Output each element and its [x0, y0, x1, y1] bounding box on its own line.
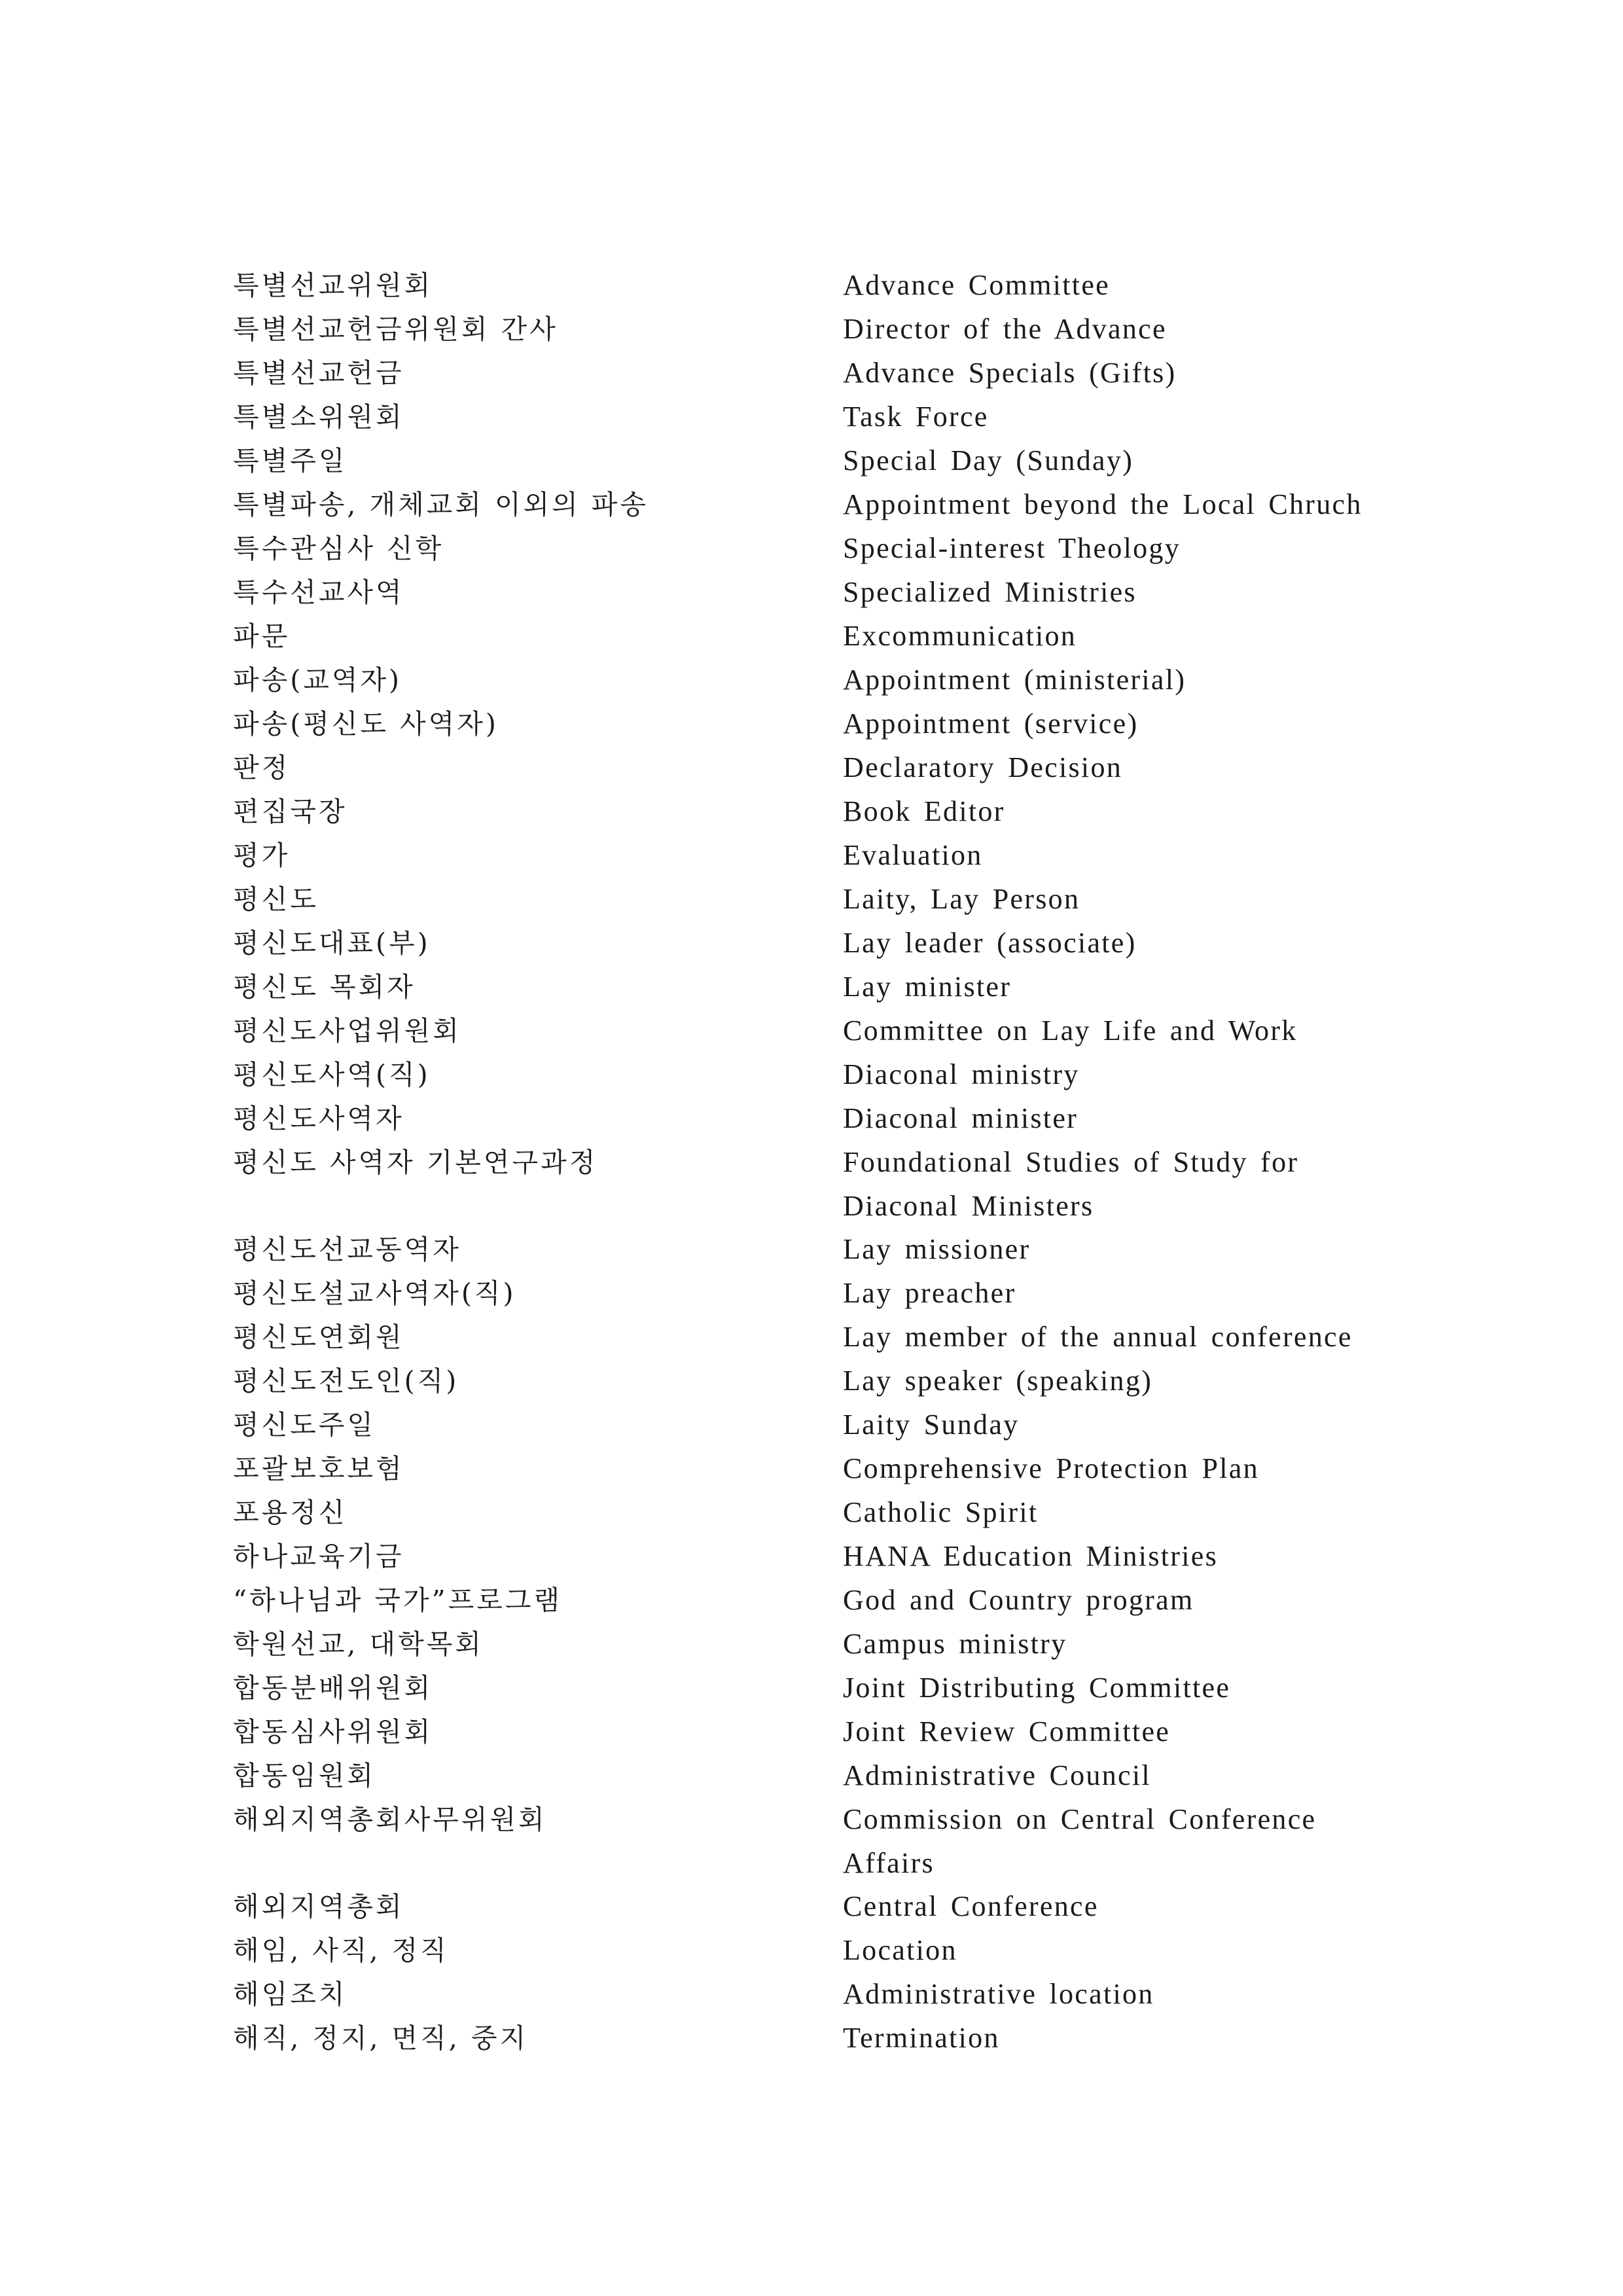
glossary-entry — [233, 834, 1411, 878]
glossary-entry — [233, 1491, 1411, 1535]
glossary-entry — [233, 439, 1411, 483]
korean-term: 특별선교헌금 — [233, 357, 404, 389]
english-term: God and Country program — [843, 1584, 1194, 1616]
korean-term: 하나교육기금 — [233, 1541, 404, 1572]
korean-term: 파송(평신도 사역자) — [233, 708, 499, 740]
glossary-entry — [233, 1009, 1411, 1053]
korean-term: 평신도설교사역자(직) — [233, 1278, 516, 1309]
english-term: Laity Sunday — [843, 1408, 1020, 1441]
glossary-entry — [233, 395, 1411, 439]
english-term: Commission on Central Conference Affairs — [843, 1803, 1317, 1879]
glossary-entry — [233, 1316, 1411, 1359]
english-term: Appointment beyond the Local Chruch — [843, 488, 1363, 520]
english-term: Laity, Lay Person — [843, 883, 1080, 915]
glossary-entry — [233, 878, 1411, 922]
glossary-entry — [233, 1228, 1411, 1272]
korean-term: 편집국장 — [233, 796, 348, 827]
korean-term: 평신도연회원 — [233, 1321, 404, 1353]
glossary-entry — [233, 658, 1411, 702]
english-term: Lay leader (associate) — [843, 927, 1137, 959]
korean-term: 파송(교역자) — [233, 664, 402, 696]
glossary-entry — [233, 1272, 1411, 1316]
korean-term: 평신도사역자 — [233, 1103, 404, 1134]
korean-term: 특별선교위원회 — [233, 270, 433, 301]
korean-term: 해임조치 — [233, 1979, 348, 2010]
english-term: Lay missioner — [843, 1233, 1031, 1265]
korean-term: 평신도선교동역자 — [233, 1234, 461, 1265]
glossary-entry — [233, 965, 1411, 1009]
glossary-entry — [233, 922, 1411, 965]
english-term: Excommunication — [843, 620, 1077, 652]
english-term: Joint Distributing Committee — [843, 1672, 1231, 1704]
korean-term: 합동임원회 — [233, 1760, 376, 1791]
glossary-entry — [233, 1097, 1411, 1141]
english-term: HANA Education Ministries — [843, 1540, 1219, 1572]
korean-term: 평신도대표(부) — [233, 927, 431, 959]
korean-term: 평신도 — [233, 884, 319, 915]
korean-term: 특별파송, 개체교회 이외의 파송 — [233, 489, 649, 520]
korean-term: 해임, 사직, 정직 — [233, 1935, 449, 1966]
glossary-entry — [233, 746, 1411, 790]
english-term: Lay speaker (speaking) — [843, 1365, 1153, 1397]
glossary-entry — [233, 1666, 1411, 1710]
korean-term: 평신도 사역자 기본연구과정 — [233, 1147, 598, 1178]
english-term: Appointment (service) — [843, 708, 1139, 740]
english-term: Diaconal ministry — [843, 1058, 1080, 1090]
korean-term: 합동심사위원회 — [233, 1716, 433, 1748]
korean-term: 특별주일 — [233, 445, 348, 476]
korean-term: 해외지역총회사무위원회 — [233, 1804, 547, 1835]
korean-term: 합동분배위원회 — [233, 1672, 433, 1704]
korean-term: 평신도 목회자 — [233, 971, 416, 1003]
korean-term: 포용정신 — [233, 1497, 348, 1528]
korean-term: 파문 — [233, 620, 291, 652]
english-term: Diaconal minister — [843, 1102, 1079, 1134]
english-term: Advance Committee — [843, 269, 1110, 301]
glossary-entry — [233, 1710, 1411, 1754]
korean-term: 특별소위원회 — [233, 401, 404, 433]
glossary-entry — [233, 1403, 1411, 1447]
english-term: Foundational Studies of Study for Diaconal Ministers — [843, 1146, 1299, 1222]
glossary-entry — [233, 1973, 1411, 2017]
korean-term: 특수관심사 신학 — [233, 533, 444, 564]
korean-term: 평신도사업위원회 — [233, 1015, 461, 1047]
english-term: Administrative location — [843, 1978, 1154, 2010]
english-term: Special Day (Sunday) — [843, 444, 1134, 476]
english-term: Special-interest Theology — [843, 532, 1181, 564]
english-term: Director of the Advance — [843, 313, 1167, 345]
glossary-entry — [233, 1579, 1411, 1623]
english-term: Book Editor — [843, 795, 1005, 827]
korean-term: 판정 — [233, 752, 291, 783]
glossary-entry — [233, 2017, 1411, 2060]
english-term: Central Conference — [843, 1890, 1099, 1922]
english-term: Task Force — [843, 401, 989, 433]
glossary-entry — [233, 527, 1411, 571]
glossary-entry — [233, 1929, 1411, 1973]
english-term: Administrative Council — [843, 1759, 1151, 1791]
english-term: Location — [843, 1934, 957, 1966]
english-term: Catholic Spirit — [843, 1496, 1039, 1528]
english-term: Advance Specials (Gifts) — [843, 357, 1177, 389]
english-term: Comprehensive Protection Plan — [843, 1452, 1259, 1484]
english-term: Committee on Lay Life and Work — [843, 1014, 1298, 1047]
korean-term: 해직, 정지, 면직, 중지 — [233, 2022, 529, 2054]
glossary-entry — [233, 1447, 1411, 1491]
korean-term: “하나님과 국가”프로그램 — [233, 1585, 563, 1616]
english-term: Appointment (ministerial) — [843, 664, 1186, 696]
glossary-entry — [233, 571, 1411, 615]
korean-term: 특별선교헌금위원회 간사 — [233, 314, 558, 345]
glossary-entry — [233, 308, 1411, 351]
korean-term: 평가 — [233, 840, 291, 871]
english-term: Specialized Ministries — [843, 576, 1137, 608]
glossary-entry — [233, 1623, 1411, 1666]
glossary-entry — [233, 1885, 1411, 1929]
glossary-list — [233, 264, 1411, 2060]
glossary-entry — [233, 1141, 1411, 1228]
korean-term: 학원선교, 대학목회 — [233, 1628, 484, 1660]
english-term: Lay preacher — [843, 1277, 1016, 1309]
english-term: Declaratory Decision — [843, 751, 1123, 783]
glossary-entry — [233, 790, 1411, 834]
glossary-entry — [233, 483, 1411, 527]
korean-term: 평신도전도인(직) — [233, 1365, 459, 1397]
glossary-entry — [233, 1053, 1411, 1097]
glossary-entry — [233, 1535, 1411, 1579]
english-term: Termination — [843, 2022, 1000, 2054]
korean-term: 포괄보호보험 — [233, 1453, 404, 1484]
glossary-entry — [233, 264, 1411, 308]
glossary-entry — [233, 351, 1411, 395]
glossary-entry — [233, 1754, 1411, 1798]
korean-term: 평신도사역(직) — [233, 1059, 431, 1090]
glossary-entry — [233, 615, 1411, 658]
english-term: Evaluation — [843, 839, 983, 871]
korean-term: 특수선교사역 — [233, 577, 404, 608]
english-term: Campus ministry — [843, 1628, 1067, 1660]
korean-term: 평신도주일 — [233, 1409, 376, 1441]
english-term: Lay minister — [843, 971, 1012, 1003]
glossary-entry — [233, 1359, 1411, 1403]
glossary-entry — [233, 702, 1411, 746]
english-term: Lay member of the annual conference — [843, 1321, 1353, 1353]
glossary-entry — [233, 1798, 1411, 1885]
korean-term: 해외지역총회 — [233, 1891, 404, 1922]
english-term: Joint Review Committee — [843, 1715, 1171, 1748]
